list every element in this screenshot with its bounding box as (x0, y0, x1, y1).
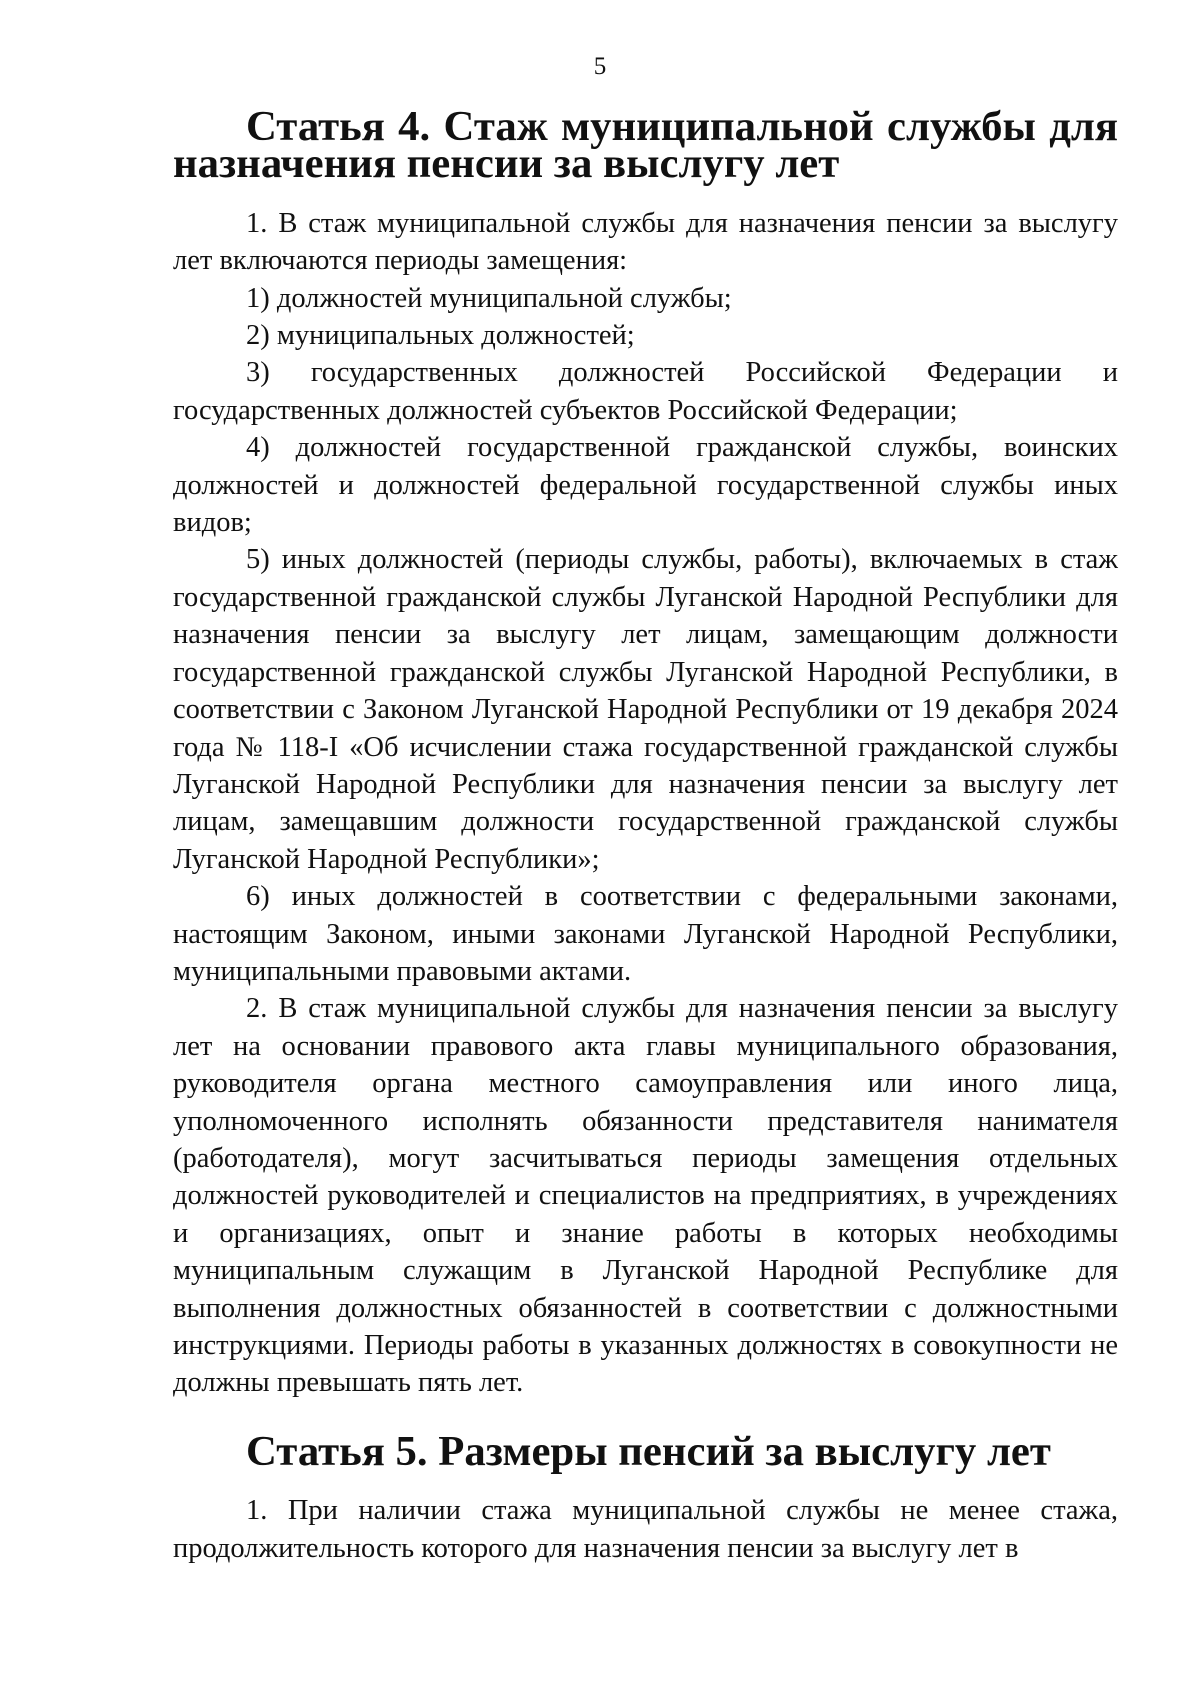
document-body (173, 103, 1118, 1567)
article-4 (173, 103, 1118, 1402)
article-4-item-4: 4) должностей государственной гражданской службы, воинских должностей и должностей федеральной государственной службы иных видов; (173, 432, 1118, 539)
article-5 (173, 1427, 1118, 1567)
article-4-item-3: 3) государственных должностей Российской Федерации и государственных должностей субъектов Российской Федерации; (173, 357, 1118, 426)
article-4-item-5: 5) иных должностей (периоды службы, работы), включаемых в стаж государственной гражданской службы Луганской Народной Республики для назначения пенсии за выслугу лет лицам, замещающим должности государственной гражданской службы Луганской Народной Республики, в соответствии с Законом Луганской Народной Республики от 19 декабря 2024 года № 118-I «Об исчислении стажа государственной гражданской службы Луганской Народной Республики для назначения пенсии за выслугу лет лицам, замещавшим должности государственной гражданской службы Луганской Народной Республики»; (173, 544, 1118, 875)
page-number: 5 (593, 53, 607, 80)
article-4-paragraph-1: 1. В стаж муниципальной службы для назначения пенсии за выслугу лет включаются периоды замещения: (173, 207, 1118, 277)
article-4-item-1: 1) должностей муниципальной службы; (246, 282, 732, 314)
article-4-item-2: 2) муниципальных должностей; (246, 320, 635, 352)
article-5-heading: Статья 5. Размеры пенсий за выслугу лет (246, 1427, 1051, 1475)
article-5-paragraph-1: 1. При наличии стажа муниципальной службы не менее стажа, продолжительность которого для назначения пенсии за выслугу лет в (173, 1495, 1118, 1564)
article-4-item-6: 6) иных должностей в соответствии с федеральными законами, настоящим Законом, иными законами Луганской Народной Республики, муниципальными правовыми актами. (173, 881, 1118, 987)
article-4-paragraph-2: 2. В стаж муниципальной службы для назначения пенсии за выслугу лет на основании правового акта главы муниципального образования, руководителя органа местного самоуправления или иного лица, уполномоченного исполнять обязанности представителя нанимателя (работодателя), могут засчитываться периоды замещения отдельных должностей руководителей и специалистов на предприятиях, в учреждениях и организациях, опыт и знание работы в которых необходимы муниципальным служащим в Луганской Народной Республике для выполнения должностных обязанностей в соответствии с должностными инструкциями. Периоды работы в указанных должностях в совокупности не должны превышать пять лет. (173, 993, 1118, 1399)
article-4-heading: Статья 4. Стаж муниципальной службы для назначения пенсии за выслугу лет (173, 103, 1118, 188)
